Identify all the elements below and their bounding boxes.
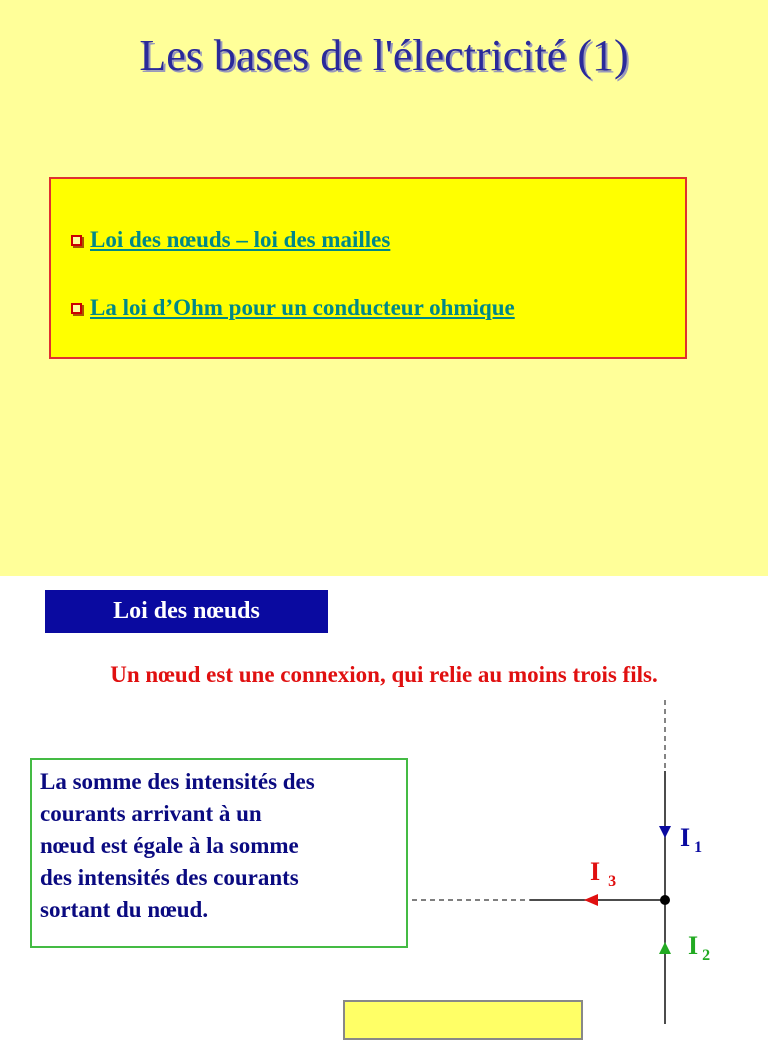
arrow-i1-icon [659,826,671,838]
slide-title: Les bases de l'électricité (1) [139,31,629,80]
label-i3: I $_3$ [590,857,617,890]
checkbox-bullet-icon [71,303,82,314]
section-header: Loi des nœuds [45,590,328,633]
label-i2: I $_2$ [688,931,711,964]
arrow-i2-icon [659,942,671,954]
node-definition: Un nœud est une connexion, qui relie au moins trois fils. [110,662,658,687]
formula-box [343,1000,583,1040]
menu-item-lois[interactable] [71,227,390,253]
rule-line: des intensités des courants [40,865,299,890]
rule-line: La somme des intensités des [40,769,315,794]
menu-item-ohm[interactable] [71,295,515,321]
label-i1: I $_1$ [680,823,703,856]
menu-link-ohm[interactable]: La loi d’Ohm pour un conducteur ohmique [90,295,515,320]
rule-line: courants arrivant à un [40,801,262,826]
node-dot-icon [660,895,670,905]
arrow-i3-icon [584,894,598,906]
menu-box [49,177,687,359]
node-diagram [0,576,768,1024]
rule-line: sortant du nœud. [40,897,209,922]
menu-link-lois[interactable]: Loi des nœuds – loi des mailles [90,227,391,252]
rule-line: nœud est égale à la somme [40,833,299,858]
checkbox-bullet-icon [71,235,82,246]
slide-2 [0,576,768,1024]
